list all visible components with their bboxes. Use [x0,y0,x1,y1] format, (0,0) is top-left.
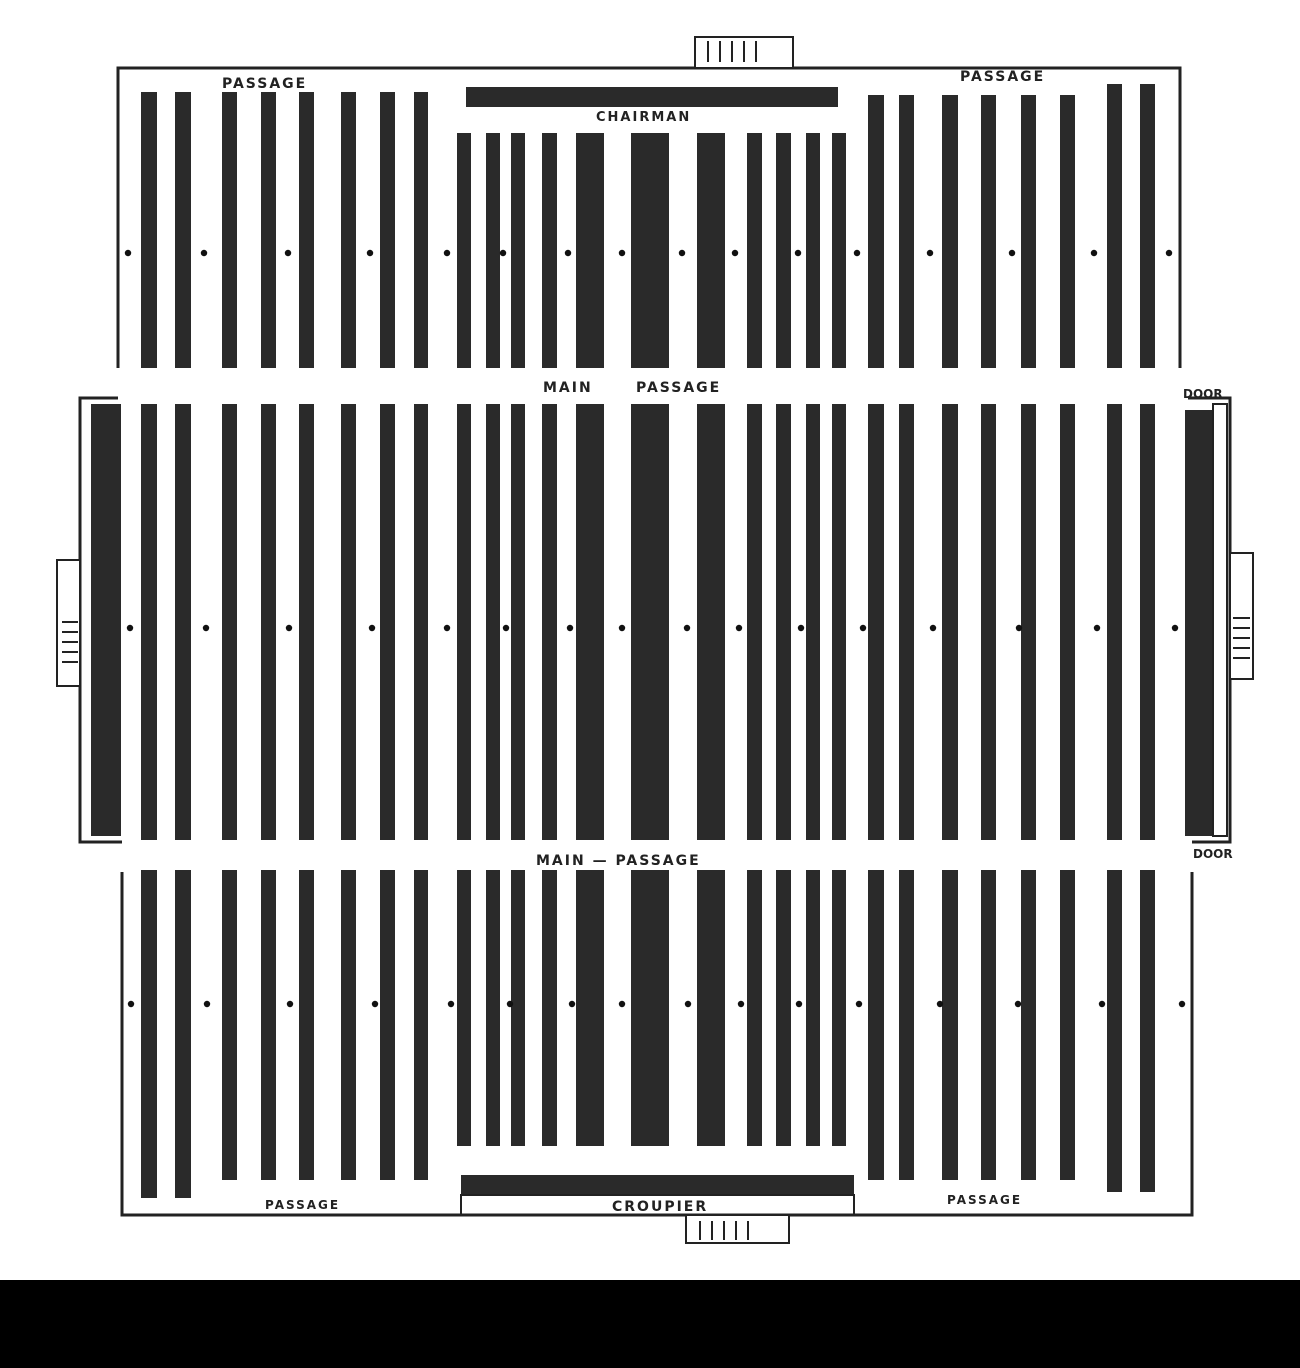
aisle-dot [565,250,571,256]
table-middle-18 [806,404,820,840]
table-top-3 [222,92,237,368]
table-bottom-21 [899,870,914,1180]
table-bottom-23 [981,870,996,1180]
table-top-18 [806,133,820,368]
table-middle-7 [380,404,395,840]
aisle-dot [732,250,738,256]
table-bottom-11 [511,870,525,1146]
table-middle-3 [222,404,237,840]
table-middle-8 [414,404,428,840]
table-bottom-2 [175,870,191,1198]
table-bottom-15 [697,870,725,1146]
aisle-dot [1091,250,1097,256]
croupier-table [461,1175,854,1195]
table-middle-24 [1021,404,1036,840]
table-top-9 [457,133,471,368]
aisle-dot [503,625,509,631]
table-bottom-18 [806,870,820,1146]
table-top-7 [380,92,395,368]
aisle-dot [854,250,860,256]
table-bottom-26 [1107,870,1122,1192]
aisle-dot [507,1001,513,1007]
table-bottom-8 [414,870,428,1180]
table-top-24 [1021,95,1036,368]
door-top-label: DOOR [1183,387,1223,401]
table-top-21 [899,95,914,368]
table-top-4 [261,92,276,368]
aisle-dot [569,1001,575,1007]
table-bottom-5 [299,870,314,1180]
table-bottom-4 [261,870,276,1180]
table-middle-0 [91,404,121,836]
table-top-11 [511,133,525,368]
croupier-label: CROUPIER [612,1199,709,1215]
table-top-26 [1107,84,1122,368]
aisle-dot [679,250,685,256]
aisle-dot [860,625,866,631]
table-middle-26 [1107,404,1122,840]
aisle-dot [927,250,933,256]
aisle-dot [285,250,291,256]
passage-top-left-label: PASSAGE [222,76,308,92]
aisle-dot [1099,1001,1105,1007]
aisle-dot [736,625,742,631]
aisle-dot [1179,1001,1185,1007]
passage-bottom-left-label: PASSAGE [265,1198,341,1212]
aisle-dot [1172,625,1178,631]
table-top-27 [1140,84,1155,368]
table-bottom-24 [1021,870,1036,1180]
table-top-14 [631,133,669,368]
table-middle-14 [631,404,669,840]
aisle-dot [795,250,801,256]
table-middle-11 [511,404,525,840]
table-middle-25 [1060,404,1075,840]
table-middle-1 [141,404,157,840]
main-passage-bottom-label: MAIN — PASSAGE [536,853,701,869]
table-bottom-13 [576,870,604,1146]
tables-top-section [141,84,1155,368]
table-middle-21 [899,404,914,840]
aisle-dot [367,250,373,256]
table-middle-19 [832,404,846,840]
table-top-19 [832,133,846,368]
table-middle-15 [697,404,725,840]
table-top-1 [141,92,157,368]
table-top-20 [868,95,884,368]
table-middle-16 [747,404,762,840]
main-passage-top-label-b: PASSAGE [636,380,722,396]
table-bottom-19 [832,870,846,1146]
aisle-dot [369,625,375,631]
chairman-label: CHAIRMAN [596,110,692,125]
aisle-dot [619,1001,625,1007]
table-top-6 [341,92,356,368]
table-top-13 [576,133,604,368]
table-top-10 [486,133,500,368]
aisle-dot [619,250,625,256]
table-middle-2 [175,404,191,840]
aisle-dot [619,625,625,631]
aisle-dot [128,1001,134,1007]
aisle-dot [203,625,209,631]
table-middle-4 [261,404,276,840]
aisle-dot [204,1001,210,1007]
stairs-top [695,37,793,68]
door-frame-right [1213,404,1227,836]
table-middle-5 [299,404,314,840]
table-top-23 [981,95,996,368]
table-bottom-14 [631,870,669,1146]
table-top-17 [776,133,791,368]
table-bottom-17 [776,870,791,1146]
aisle-dot [796,1001,802,1007]
table-bottom-9 [457,870,471,1146]
aisle-dot [1016,625,1022,631]
table-top-2 [175,92,191,368]
table-top-22 [942,95,958,368]
door-bottom-label: DOOR [1193,847,1233,861]
table-middle-23 [981,404,996,840]
aisle-dot [856,1001,862,1007]
main-passage-top-label-a: MAIN [543,380,593,396]
tables-middle-section [91,404,1213,840]
footer-band [0,1280,1300,1368]
table-bottom-10 [486,870,500,1146]
stairs-icon [686,1215,789,1243]
table-bottom-25 [1060,870,1075,1180]
table-middle-6 [341,404,356,840]
table-middle-17 [776,404,791,840]
aisle-dot [930,625,936,631]
aisle-dot [201,250,207,256]
chairman-table [466,87,838,107]
table-middle-13 [576,404,604,840]
aisle-dot [937,1001,943,1007]
table-bottom-12 [542,870,557,1146]
table-middle-12 [542,404,557,840]
table-top-16 [747,133,762,368]
aisle-dot [1166,250,1172,256]
aisle-dot [1094,625,1100,631]
stairs-bottom [686,1215,789,1243]
aisle-dot [444,250,450,256]
aisle-dot [684,625,690,631]
aisle-dot [738,1001,744,1007]
table-bottom-6 [341,870,356,1180]
table-bottom-16 [747,870,762,1146]
table-top-5 [299,92,314,368]
passage-bottom-right-label: PASSAGE [947,1193,1023,1207]
table-bottom-7 [380,870,395,1180]
aisle-dot [372,1001,378,1007]
stairs-right [1230,553,1253,679]
aisle-dot [1009,250,1015,256]
aisle-dot [286,625,292,631]
table-middle-28 [1185,410,1213,836]
table-middle-20 [868,404,884,840]
table-bottom-27 [1140,870,1155,1192]
table-middle-10 [486,404,500,840]
table-bottom-1 [141,870,157,1198]
passage-top-right-label: PASSAGE [960,69,1046,85]
aisle-dot [127,625,133,631]
aisle-dot [500,250,506,256]
table-top-25 [1060,95,1075,368]
table-bottom-3 [222,870,237,1180]
table-top-15 [697,133,725,368]
aisle-dot [567,625,573,631]
aisle-dot [125,250,131,256]
table-middle-22 [942,404,958,840]
stairs-left [57,560,80,686]
aisle-dot [685,1001,691,1007]
table-middle-9 [457,404,471,840]
stairs-icon [1230,553,1253,679]
aisle-dot [1015,1001,1021,1007]
aisle-dot [448,1001,454,1007]
table-top-8 [414,92,428,368]
table-middle-27 [1140,404,1155,840]
table-top-12 [542,133,557,368]
tables-bottom-section [141,870,1155,1198]
aisle-dot [798,625,804,631]
table-bottom-20 [868,870,884,1180]
aisle-dot [444,625,450,631]
aisle-dot [287,1001,293,1007]
table-bottom-22 [942,870,958,1180]
